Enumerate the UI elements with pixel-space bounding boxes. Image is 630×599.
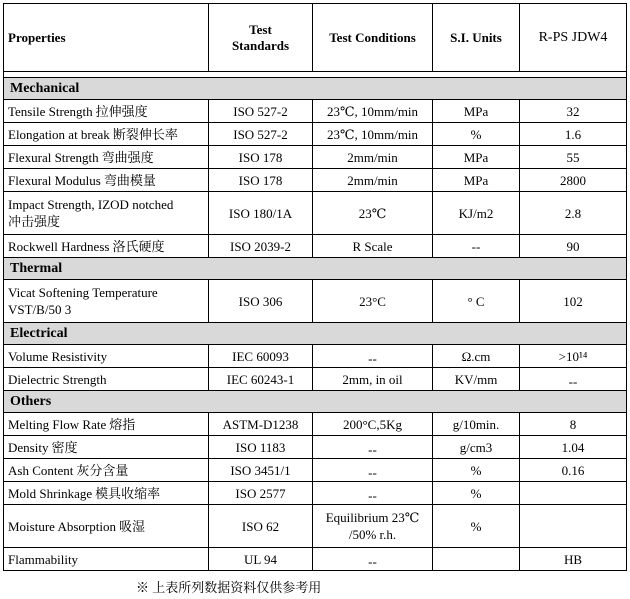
standard-cell: ISO 62 bbox=[209, 505, 313, 548]
condition-cell: 2mm/min bbox=[313, 146, 433, 169]
property-cell bbox=[4, 459, 209, 482]
property-name: Melting Flow Rate bbox=[8, 416, 107, 432]
table-row bbox=[4, 123, 627, 146]
condition-cell: 23℃, 10mm/min bbox=[313, 123, 433, 146]
standard-cell: ISO 1183 bbox=[209, 436, 313, 459]
property-name: Mold Shrinkage bbox=[8, 485, 93, 501]
table-row bbox=[4, 548, 627, 571]
standard-cell: ISO 2039-2 bbox=[209, 235, 313, 258]
property-name: Density bbox=[8, 439, 49, 455]
value-cell: 1.6 bbox=[520, 123, 627, 146]
standard-cell: ISO 306 bbox=[209, 280, 313, 323]
property-cell bbox=[4, 123, 209, 146]
table-row bbox=[4, 345, 627, 368]
condition-cell: 23℃, 10mm/min bbox=[313, 100, 433, 123]
unit-cell: ° C bbox=[433, 280, 520, 323]
unit-cell: g/cm3 bbox=[433, 436, 520, 459]
header-test-standards: Test Standards bbox=[209, 4, 313, 72]
value-cell: 8 bbox=[520, 413, 627, 436]
value-cell: 1.04 bbox=[520, 436, 627, 459]
header-test-conditions: Test Conditions bbox=[313, 4, 433, 72]
property-name-cn: 灰分含量 bbox=[76, 462, 129, 478]
table-row bbox=[4, 169, 627, 192]
value-cell: 32 bbox=[520, 100, 627, 123]
condition-cell: R Scale bbox=[313, 235, 433, 258]
value-cell: HB bbox=[520, 548, 627, 571]
condition-cell: 23°C bbox=[313, 280, 433, 323]
table-row bbox=[4, 459, 627, 482]
unit-cell: MPa bbox=[433, 169, 520, 192]
table-row bbox=[4, 436, 627, 459]
property-name-cn: 吸湿 bbox=[118, 518, 145, 534]
standard-cell: UL 94 bbox=[209, 548, 313, 571]
condition-cell: -- bbox=[313, 548, 433, 571]
value-cell bbox=[520, 482, 627, 505]
unit-cell: MPa bbox=[433, 146, 520, 169]
property-name: Dielectric Strength bbox=[8, 371, 107, 387]
property-cell bbox=[4, 368, 209, 391]
property-name: Tensile Strength bbox=[8, 103, 93, 119]
standard-cell: ISO 527-2 bbox=[209, 123, 313, 146]
header-row bbox=[4, 4, 627, 72]
standard-cell: ISO 527-2 bbox=[209, 100, 313, 123]
unit-cell: % bbox=[433, 482, 520, 505]
standard-cell: ISO 3451/1 bbox=[209, 459, 313, 482]
property-cell bbox=[4, 235, 209, 258]
property-name: Rockwell Hardness bbox=[8, 238, 110, 254]
footnote: ※ 上表所列数据资料仅供参考用 bbox=[136, 580, 322, 595]
standard-cell: IEC 60093 bbox=[209, 345, 313, 368]
table-row bbox=[4, 192, 627, 235]
condition-cell: -- bbox=[313, 345, 433, 368]
spec-table bbox=[3, 3, 627, 571]
value-cell: -- bbox=[520, 368, 627, 391]
property-name: Ash Content bbox=[8, 462, 74, 478]
standard-cell: ISO 180/1A bbox=[209, 192, 313, 235]
property-name-cn: 洛氏硬度 bbox=[112, 238, 165, 254]
table-row bbox=[4, 100, 627, 123]
property-name: Flexural Strength bbox=[8, 149, 99, 165]
property-name: Flammability bbox=[8, 551, 79, 567]
property-cell bbox=[4, 100, 209, 123]
standard-cell: ISO 178 bbox=[209, 146, 313, 169]
condition-cell: 23℃ bbox=[313, 192, 433, 235]
value-cell: 2800 bbox=[520, 169, 627, 192]
unit-cell: KV/mm bbox=[433, 368, 520, 391]
property-cell bbox=[4, 505, 209, 548]
value-cell: 2.8 bbox=[520, 192, 627, 235]
table-row bbox=[4, 235, 627, 258]
unit-cell: -- bbox=[433, 235, 520, 258]
header-grade: R-PS JDW4 bbox=[520, 4, 627, 72]
property-name: Impact Strength, IZOD notched bbox=[8, 197, 174, 212]
property-cell bbox=[4, 413, 209, 436]
table-body bbox=[4, 78, 627, 571]
property-name-cn: 弯曲强度 bbox=[101, 149, 154, 165]
unit-cell: KJ/m2 bbox=[433, 192, 520, 235]
condition-cell: Equilibrium 23℃ /50% r.h. bbox=[313, 505, 433, 548]
property-cell bbox=[4, 482, 209, 505]
standard-cell: ISO 178 bbox=[209, 169, 313, 192]
unit-cell: % bbox=[433, 459, 520, 482]
header-properties: Properties bbox=[4, 4, 209, 72]
standard-cell: ISO 2577 bbox=[209, 482, 313, 505]
property-name-cn: 冲击强度 bbox=[8, 214, 61, 229]
condition-cell: 2mm/min bbox=[313, 169, 433, 192]
condition-cell: -- bbox=[313, 459, 433, 482]
table-row bbox=[4, 505, 627, 548]
standard-cell: IEC 60243-1 bbox=[209, 368, 313, 391]
section-title: Mechanical bbox=[4, 78, 627, 100]
property-cell bbox=[4, 169, 209, 192]
unit-cell: MPa bbox=[433, 100, 520, 123]
section-title: Electrical bbox=[4, 323, 627, 345]
standard-cell: ASTM-D1238 bbox=[209, 413, 313, 436]
property-name-cn: 熔指 bbox=[109, 416, 136, 432]
property-cell bbox=[4, 192, 209, 235]
property-name-cn: 密度 bbox=[51, 439, 78, 455]
value-cell: 55 bbox=[520, 146, 627, 169]
property-name: Flexural Modulus bbox=[8, 172, 101, 188]
condition-cell: -- bbox=[313, 436, 433, 459]
property-name-cn: 拉伸强度 bbox=[95, 103, 148, 119]
property-name-cn: 模具收缩率 bbox=[95, 485, 161, 501]
section-header-others bbox=[4, 391, 627, 413]
property-name: Elongation at break bbox=[8, 126, 110, 142]
unit-cell: % bbox=[433, 123, 520, 146]
unit-cell: g/10min. bbox=[433, 413, 520, 436]
section-header-thermal bbox=[4, 258, 627, 280]
property-name: Moisture Absorption bbox=[8, 518, 116, 534]
section-header-electrical bbox=[4, 323, 627, 345]
property-cell bbox=[4, 280, 209, 323]
value-cell bbox=[520, 505, 627, 548]
property-name: Volume Resistivity bbox=[8, 348, 108, 364]
table-row bbox=[4, 413, 627, 436]
section-header-mechanical bbox=[4, 78, 627, 100]
value-cell: >10¹⁴ bbox=[520, 345, 627, 368]
property-cell bbox=[4, 146, 209, 169]
unit-cell: Ω.cm bbox=[433, 345, 520, 368]
section-title: Thermal bbox=[4, 258, 627, 280]
condition-cell: 2mm, in oil bbox=[313, 368, 433, 391]
value-cell: 0.16 bbox=[520, 459, 627, 482]
condition-cell: -- bbox=[313, 482, 433, 505]
property-cell bbox=[4, 548, 209, 571]
table-row bbox=[4, 368, 627, 391]
property-cell bbox=[4, 436, 209, 459]
table-row bbox=[4, 280, 627, 323]
value-cell: 90 bbox=[520, 235, 627, 258]
property-name-cn: 弯曲模量 bbox=[103, 172, 156, 188]
property-cell bbox=[4, 345, 209, 368]
value-cell: 102 bbox=[520, 280, 627, 323]
property-name-cn: 断裂伸长率 bbox=[112, 126, 178, 142]
table-row bbox=[4, 482, 627, 505]
unit-cell bbox=[433, 548, 520, 571]
property-name: Vicat Softening Temperature VST/B/50 3 bbox=[8, 285, 158, 317]
condition-cell: 200°C,5Kg bbox=[313, 413, 433, 436]
table-row bbox=[4, 146, 627, 169]
header-si-units: S.I. Units bbox=[433, 4, 520, 72]
section-title: Others bbox=[4, 391, 627, 413]
unit-cell: % bbox=[433, 505, 520, 548]
